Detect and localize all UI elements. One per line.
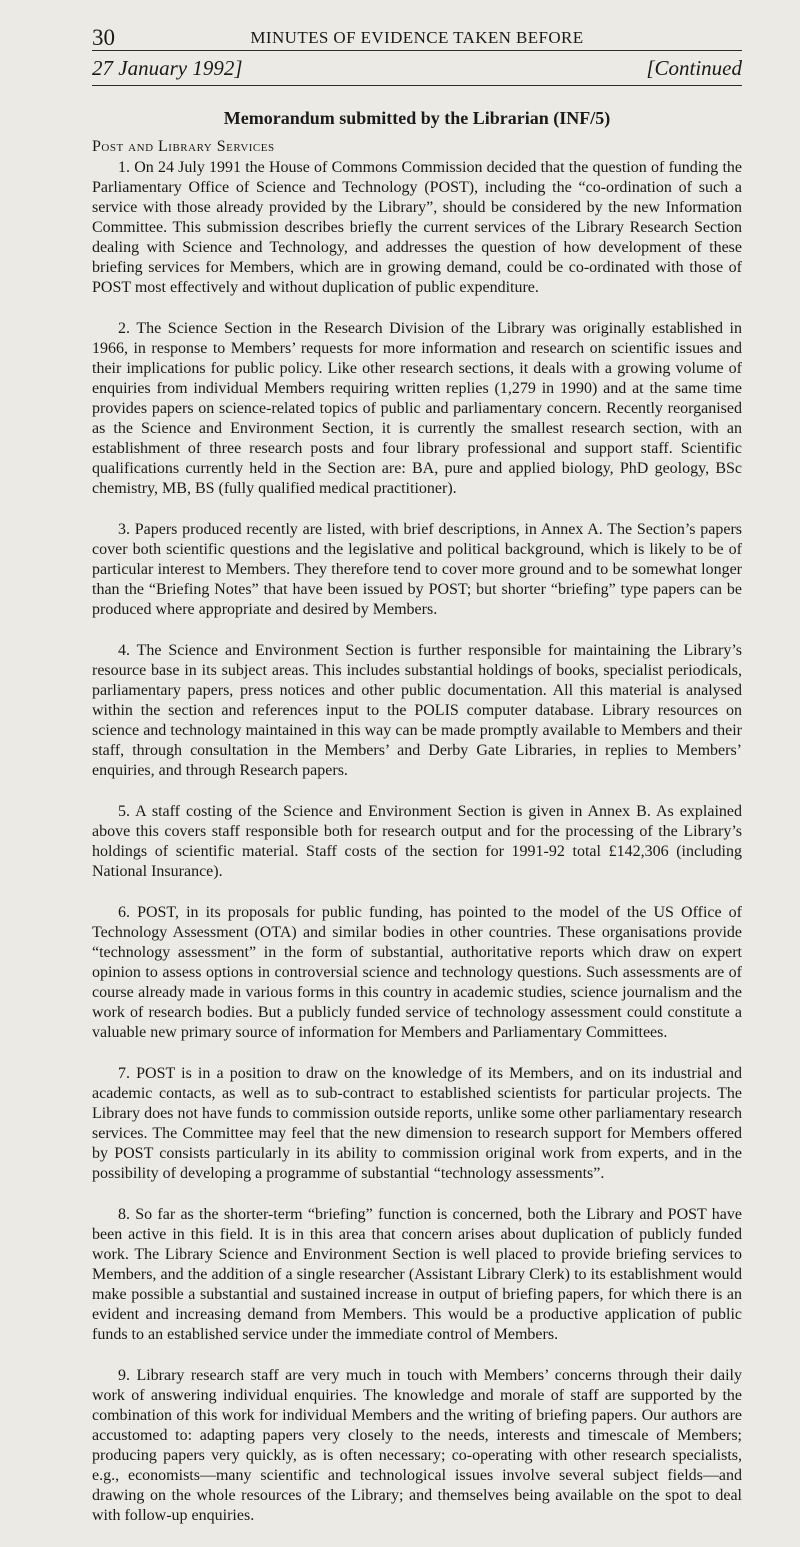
paragraph-4: 4. The Science and Environment Section is further responsible for maintaining the Library’s resource base in its subject areas. This includes substantial holdings of books, specialist periodicals, parliamentary papers, press notices and other public documentation. All this material is analysed within the section and references input to the POLIS computer database. Library resources on science and technology maintained in this way can be made promptly available to Members and their staff, through consultation in the Members’ and Derby Gate Libraries, in replies to Members’ enquiries, and through Research papers. <box>92 642 742 779</box>
running-head: MINUTES OF EVIDENCE TAKEN BEFORE <box>250 28 584 47</box>
paragraph-8: 8. So far as the shorter-term “briefing” function is concerned, both the Library and POST have been active in this field. It is in this area that concern arises about duplication of publicly funded work. The Library Science and Environment Section is well placed to provide briefing services to Members, and the addition of a single researcher (Assistant Library Clerk) to its establishment would make possible a substantial and sustained increase in output of briefing papers, for which there is an evident and increasing demand from Members. This would be a productive application of public funds to an established service under the immediate control of Members. <box>92 1206 742 1343</box>
date-line <box>92 54 742 82</box>
header-rule-bottom <box>92 85 742 86</box>
paragraph-9: 9. Library research staff are very much in touch with Members’ concerns through their daily work of answering individual enquiries. The knowledge and morale of staff are supported by the combination of this work for individual Members and the writing of briefing papers. Our authors are accustomed to: adapting papers very closely to the needs, interests and timescale of Members; producing papers very quickly, as is often necessary; co-operating with other research specialists, e.g., economists—many scientific and technological issues involve several subject fields—and drawing on the whole resources of the Library; and themselves being available on the spot to deal with follow-up enquiries. <box>92 1367 742 1524</box>
paragraph-3: 3. Papers produced recently are listed, with brief descriptions, in Annex A. The Section’s papers cover both scientific questions and the legislative and political background, which is likely to be of particular interest to Members. They therefore tend to cover more ground and to be somewhat longer than the “Briefing Notes” that have been issued by POST; but shorter “briefing” type papers can be produced where appropriate and desired by Members. <box>92 521 742 618</box>
hearing-date: 27 January 1992] <box>92 56 243 80</box>
paragraph-1: 1. On 24 July 1991 the House of Commons Commission decided that the question of funding the Parliamentary Office of Science and Technology (POST), including the “co-ordination of such a service with those already provided by the Library”, should be considered by the new Information Committee. This submission describes briefly the current services of the Library Research Section dealing with Science and Technology, and addresses the question of how development of these briefing services for Members, which are in growing demand, could be co-ordinated with those of POST most effectively and without duplication of public expenditure. <box>92 159 742 296</box>
header-rule-top <box>92 50 742 51</box>
memo-title: Memorandum submitted by the Librarian (INF/5) <box>223 108 611 128</box>
paragraph-5: 5. A staff costing of the Science and Environment Section is given in Annex B. As explained above this covers staff responsible both for research output and for the processing of the Library’s holdings of scientific material. Staff costs of the section for 1991-92 total £142,306 (including National Insurance). <box>92 803 742 880</box>
paragraph-7: 7. POST is in a position to draw on the knowledge of its Members, and on its industrial and academic contacts, as well as to sub-contract to established scientists for particular projects. The Library does not have funds to commission outside reports, unlike some other parliamentary research services. The Committee may feel that the new dimension to research support for Members offered by POST consists particularly in its ability to commission original work from experts, and in the possibility of developing a programme of substantial “technology assessments”. <box>92 1065 742 1182</box>
section-heading: Post and Library Services <box>92 138 275 155</box>
memo-body <box>92 158 742 1547</box>
continued-label: [Continued <box>646 56 742 80</box>
paragraph-2: 2. The Science Section in the Research Division of the Library was originally established in 1966, in response to Members’ requests for more information and research on scientific issues and their implications for public policy. Like other research sections, it deals with a growing volume of enquiries from individual Members requiring written replies (1,279 in 1990) and at the same time provides papers on science-related topics of public and parliamentary concern. Recently reorganised as the Science and Environment Section, it is currently the smallest research section, with an establishment of three research posts and four library professional and support staff. Scientific qualifications currently held in the Section are: BA, pure and applied biology, PhD geology, BSc chemistry, MB, BS (fully qualified medical practitioner). <box>92 320 742 497</box>
page-number: 30 <box>92 25 115 50</box>
page-header <box>92 24 742 52</box>
paragraph-6: 6. POST, in its proposals for public funding, has pointed to the model of the US Office of Technology Assessment (OTA) and similar bodies in other countries. These organisations provide “technology assessment” in the form of substantial, authoritative reports which draw on expert opinion to assess options in controversial science and technology questions. Such assessments are of course already made in various forms in this country in academic studies, science journalism and the work of research bodies. But a publicly funded service of technology assessment could constitute a valuable new primary source of information for Members and Parliamentary Committees. <box>92 904 742 1041</box>
